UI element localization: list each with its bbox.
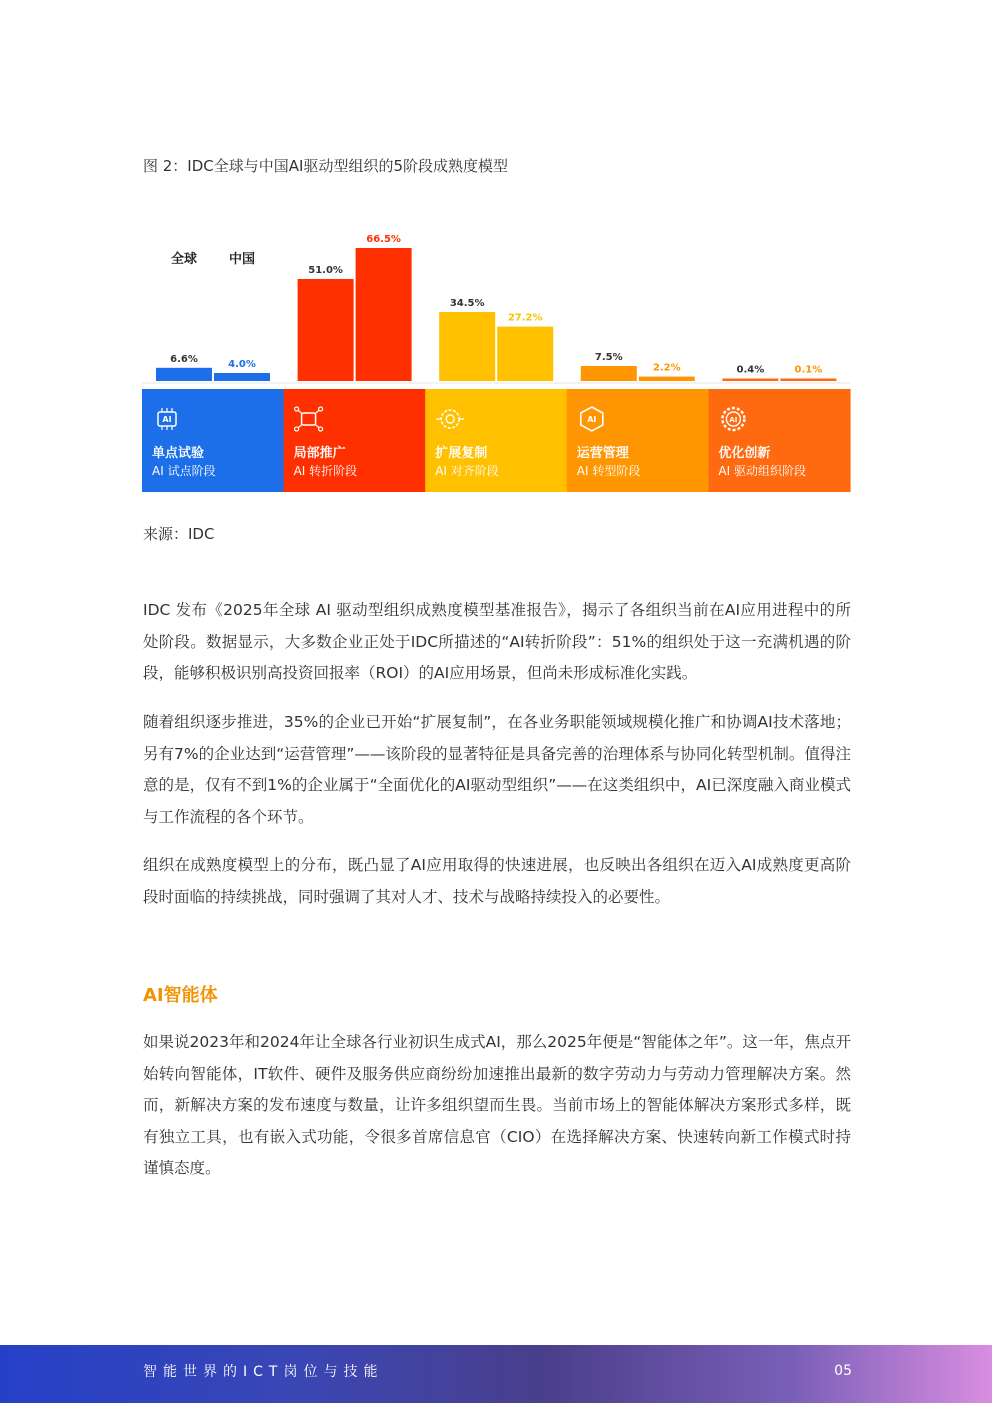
paragraph-1: IDC 发布《2025年全球 AI 驱动型组织成熟度模型基准报告》，揭示了各组织当前在AI应用进程中的所处阶段。数据显示，大多数企业正处于IDC所描述的“AI转折阶段”：51%的组织处于这一充满机遇的阶段，能够积极识别高投资回报率（ROI）的AI应用场景，但尚未形成标准化实践。 [143,601,851,682]
bar-global-5 [722,379,778,382]
label-china-1: 4.0% [228,359,256,370]
label-global-5: 0.4% [736,364,765,376]
figure-caption: 图 2：IDC全球与中国AI驱动型组织的5阶段成熟度模型 [143,157,508,175]
label-global-4: 7.5% [594,352,623,363]
stage-name-3: 扩展复制 [435,446,488,461]
bar-china-3 [497,327,553,381]
page-number: 05 [834,1363,852,1379]
bar-global-2 [298,279,354,381]
paragraph-2: 随着组织逐步推进，35%的企业已开始“扩展复制”，在各业务职能领域规模化推广和协调AI技术落地；另有7%的企业达到“运营管理”——该阶段的显著特征是具备完善的治理体系与协同化转型机制。值得注意的是，仅有不到1%的企业属于“全面优化的AI驱动型组织”——在这类组织中，AI已深度融入商业模式与工作流程的各个环节。 [143,713,851,826]
label-global-3: 34.5% [449,298,485,309]
bar-global-4 [581,366,637,381]
stage-sub-4: AI 转型阶段 [576,464,641,478]
maturity-bar-chart [0,0,992,520]
figure-source: 来源：IDC [143,525,215,543]
bar-global-3 [439,312,495,381]
stage-sub-5: AI 驱动组织阶段 [718,464,806,478]
stage-name-4: 运营管理 [576,446,629,461]
svg-text:AI: AI [162,415,172,424]
legend-global: 全球 [170,252,198,267]
stage-name-1: 单点试验 [152,446,205,461]
bar-china-5 [780,379,836,382]
paragraph-3: 组织在成熟度模型上的分布，既凸显了AI应用取得的快速进展，也反映出各组织在迈入AI成熟度更高阶段时面临的持续挑战，同时强调了其对人才、技术与战略持续投入的必要性。 [143,856,851,906]
svg-text:AI: AI [729,416,738,424]
label-china-5: 0.1% [794,364,823,376]
label-china-4: 2.2% [652,362,681,374]
label-global-1: 6.6% [170,353,198,365]
legend-china: 中国 [228,252,256,267]
bar-china-2 [356,248,412,381]
stage-sub-1: AI 试点阶段 [152,464,216,478]
footer-bar [0,1345,992,1403]
svg-text:AI: AI [587,415,597,424]
label-china-3: 27.2% [507,312,543,324]
section-title: AI智能体 [143,985,218,1006]
label-global-2: 51.0% [308,265,343,276]
bar-china-4 [639,377,695,381]
footer-title: 智能世界的ICT岗位与技能 [143,1364,384,1380]
stage-sub-3: AI 对齐阶段 [435,464,499,478]
label-china-2: 66.5% [366,234,401,245]
section-paragraph: 如果说2023年和2024年让全球各行业初识生成式AI，那么2025年便是“智能体之年”。这一年，焦点开始转向智能体，IT软件、硬件及服务供应商纷纷加速推出最新的数字劳动力与劳动力管理解决方案。然而，新解决方案的发布速度与数量，让许多组织望而生畏。当前市场上的智能体解决方案形式多样，既有独立工具，也有嵌入式功能，令很多首席信息官（CIO）在选择解决方案、快速转向新工作模式时持谨慎态度。 [143,1033,851,1177]
bar-china-1 [214,373,270,381]
stage-name-5: 优化创新 [718,446,771,461]
stage-sub-2: AI 转折阶段 [293,464,358,478]
bar-global-1 [156,368,212,381]
stage-name-2: 局部推广 [293,446,346,461]
